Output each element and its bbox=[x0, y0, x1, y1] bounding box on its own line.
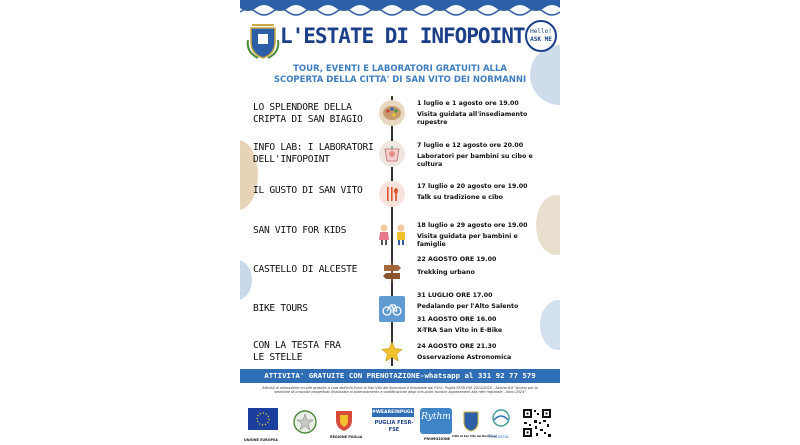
event-date: 1 luglio e 1 agosto ore 19.00 bbox=[417, 100, 519, 107]
promozione-label: PROMOZIONE bbox=[424, 437, 450, 441]
regione-puglia-logo bbox=[332, 408, 356, 432]
bike-icon bbox=[379, 296, 405, 322]
thalassia-logo bbox=[488, 408, 514, 432]
regione-label: REGIONE PUGLIA bbox=[330, 435, 363, 439]
event-desc: Visita guidata all'insediamento rupestre bbox=[417, 111, 528, 126]
subtitle-line: TOUR, EVENTI E LABORATORI GRATUITI ALLA bbox=[293, 64, 507, 74]
event-date: 31 LUGLIO ORE 17.00 bbox=[417, 292, 493, 299]
signpost-icon bbox=[379, 258, 405, 284]
puglia-fesr-logo: PUGLIA FESR-FSE bbox=[374, 420, 414, 433]
italy-emblem-logo bbox=[292, 408, 318, 436]
event-date: 22 AGOSTO ORE 19.00 bbox=[417, 256, 497, 263]
subtitle bbox=[270, 64, 530, 86]
kids-icon bbox=[373, 221, 413, 247]
event-title: BIKE TOURS bbox=[253, 303, 308, 314]
citta-crest-logo bbox=[462, 408, 480, 432]
booking-bar: ATTIVITA' GRATUITE CON PRENOTAZIONE-whatsapp al 331 92 77 579 bbox=[240, 369, 560, 383]
event-desc: Trekking urbano bbox=[417, 269, 475, 276]
wave-border bbox=[240, 0, 560, 22]
eu-flag-logo bbox=[248, 408, 278, 430]
decor-blob bbox=[240, 260, 252, 300]
event-desc: Pedalando per l'Alto Salento bbox=[417, 303, 519, 310]
page-title: L'ESTATE DI INFOPOINT bbox=[280, 24, 525, 48]
hello-text: Hello! bbox=[530, 28, 552, 35]
weareinpuglia-logo: #WEAREINPUGLIA bbox=[372, 410, 419, 415]
event-date: 18 luglio e 29 agosto ore 19.00 bbox=[417, 222, 528, 229]
citta-label: Città di San Vito dei Normanni bbox=[452, 435, 497, 438]
event-date: 31 AGOSTO ORE 16.00 bbox=[417, 316, 497, 323]
hello-ask-me-badge bbox=[525, 20, 557, 52]
eu-label: UNIONE EUROPEA bbox=[244, 438, 279, 442]
qr-code-icon bbox=[522, 408, 552, 438]
cutlery-icon bbox=[379, 181, 405, 207]
event-title: LO SPLENDORE DELLA CRIPTA DI SAN BIAGIO bbox=[253, 102, 363, 125]
event-date: 24 AGOSTO ORE 21.30 bbox=[417, 343, 497, 350]
event-desc: Osservazione Astronomica bbox=[417, 354, 512, 361]
event-title: CASTELLO DI ALCESTE bbox=[253, 264, 358, 275]
event-desc: Visita guidata per bambini e famiglie bbox=[417, 233, 518, 248]
event-date: 17 luglio e 20 agosto ore 19.00 bbox=[417, 183, 528, 190]
event-title: INFO LAB: I LABORATORI DELL'INFOPOINT bbox=[253, 142, 374, 165]
subtitle-line: SCOPERTA DELLA CITTA' DI SAN VITO DEI NORMANNI bbox=[273, 75, 527, 85]
funding-note: Attività di animazione on-site gratuite a cura dell'Info-Point di San Vito dei Normanni e finanziate dal P.O.C. Puglia FESR-FSE 2014/2020 - Azione 6.8 "Avviso per la selezione di proposte progettuali finalizzate al potenziamento e qualificazione degli info-point turistici appartenenti alla rete regionale - Anno 2024" bbox=[262, 386, 538, 395]
event-desc: Talk su tradizione e cibo bbox=[417, 194, 504, 201]
event-title: IL GUSTO DI SAN VITO bbox=[253, 185, 363, 196]
rythm-logo: Rythm bbox=[420, 408, 452, 434]
event-title: CON LA TESTA FRA LE STELLE bbox=[253, 340, 341, 363]
event-desc: Laboratori per bambini su cibo e cultura bbox=[417, 153, 533, 168]
event-title: SAN VITO FOR KIDS bbox=[253, 225, 347, 236]
event-desc: X-TRA San Vito in E-Bike bbox=[417, 327, 503, 334]
event-date: 7 luglio e 12 agosto ore 20.00 bbox=[417, 142, 524, 149]
ask-me-text: ASK ME bbox=[530, 36, 552, 43]
palette-icon bbox=[379, 100, 405, 126]
poster bbox=[240, 0, 560, 445]
city-crest-icon bbox=[246, 20, 280, 60]
thalassia-label: Thalassia bbox=[488, 435, 509, 440]
decor-blob bbox=[530, 45, 560, 105]
sponsor-logos bbox=[240, 408, 560, 445]
craft-icon bbox=[379, 141, 405, 167]
star-icon bbox=[379, 339, 405, 365]
